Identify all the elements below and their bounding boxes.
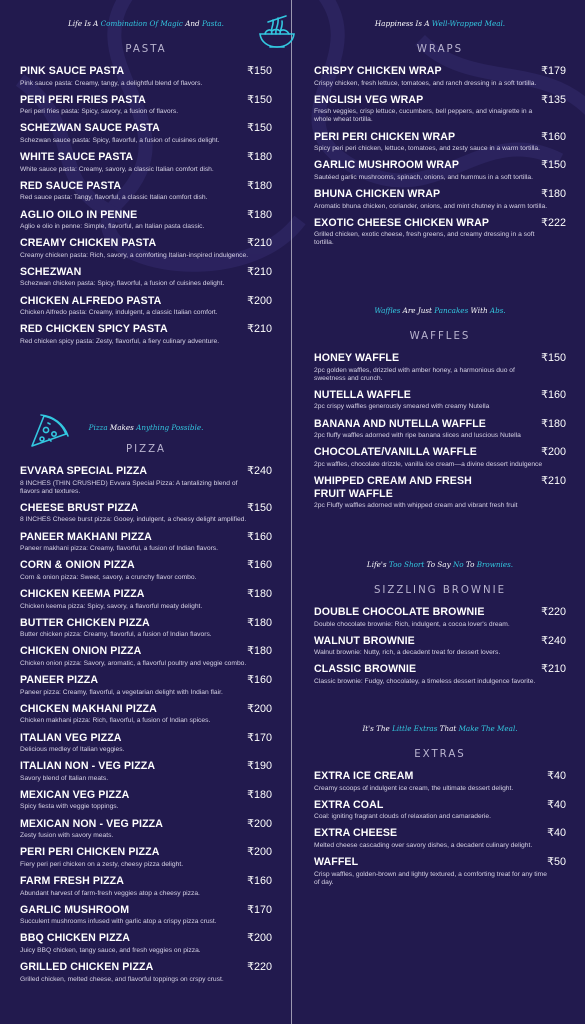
tagline-fragment: Makes: [107, 423, 137, 432]
wraps-tagline: [314, 19, 566, 31]
menu-item-name: CHICKEN ONION PIZZA: [20, 645, 142, 658]
menu-item: [314, 188, 566, 211]
menu-item-description: Double chocolate brownie: Rich, indulgent, a cocoa lover's dream.: [314, 620, 510, 628]
menu-item-price: ₹170: [247, 903, 272, 916]
menu-item-price: ₹180: [247, 588, 272, 601]
menu-item-price: ₹179: [541, 65, 566, 77]
tagline-fragment: Possible.: [171, 423, 204, 432]
menu-item-price: ₹160: [247, 559, 272, 572]
menu-item-description: Chicken makhani pizza: Rich, flavorful, a fusion of Indian spices.: [20, 717, 211, 725]
menu-item-description: Aglio e olio in penne: Simple, flavorful, an Italian pasta classic.: [20, 223, 205, 231]
menu-item-name: WALNUT BROWNIE: [314, 634, 415, 647]
menu-item-price: ₹190: [247, 760, 272, 773]
menu-item: [314, 131, 566, 154]
menu-item-price: ₹200: [541, 446, 566, 459]
menu-item: [20, 846, 272, 869]
menu-item: [20, 531, 272, 554]
left-column: [0, 0, 292, 1024]
tagline-fragment: No: [452, 560, 464, 569]
menu-item-name: CHICKEN ALFREDO PASTA: [20, 294, 162, 307]
menu-item-description: Paneer pizza: Creamy, flavorful, a vegetarian delight with Indian flair.: [20, 688, 223, 696]
menu-item-header: [20, 703, 272, 716]
menu-item-header: [314, 856, 566, 869]
menu-item-price: ₹150: [247, 93, 272, 106]
tagline-fragment: Combination Of Magic: [100, 19, 183, 28]
menu-item-description: 8 INCHES (THIN CRUSHED) Evvara Special Pizza: A tantalizing blend of flavors and textures.: [20, 479, 238, 495]
menu-item: [314, 827, 566, 850]
menu-item: [314, 635, 566, 658]
menu-item-name: EXTRA COAL: [314, 798, 384, 811]
menu-item-price: ₹210: [247, 237, 272, 250]
menu-item-name: CLASSIC BROWNIE: [314, 663, 417, 676]
menu-item-header: [20, 645, 272, 658]
menu-item-description: Peri peri fries pasta: Spicy, savory, a fusion of flavors.: [20, 108, 179, 116]
menu-item: [20, 323, 272, 346]
tagline-fragment: Happiness Is A: [374, 19, 432, 28]
menu-item-price: ₹180: [247, 616, 272, 629]
menu-item-name: EXOTIC CHEESE CHICKEN WRAP: [314, 216, 490, 229]
menu-item: [20, 465, 272, 496]
menu-item-header: [314, 770, 566, 783]
menu-item-header: [20, 180, 272, 193]
menu-item-header: [20, 875, 272, 888]
menu-item-price: ₹200: [247, 932, 272, 945]
menu-item-price: ₹210: [247, 323, 272, 336]
menu-item: [20, 94, 272, 117]
menu-item: [314, 65, 566, 88]
menu-item-description: Crisp waffles, golden-brown and lightly textured, a comforting treat for any time of day.: [314, 870, 547, 886]
menu-item-price: ₹180: [247, 179, 272, 192]
menu-item-price: ₹180: [247, 208, 272, 221]
brownie-tagline: [314, 560, 566, 572]
menu-item-description: Aromatic bhuna chicken, coriander, onions, and mint chutney in a warm tortilla.: [314, 202, 548, 210]
menu-item-description: Crispy chicken, fresh lettuce, tomatoes, and ranch dressing in a soft tortilla.: [314, 79, 537, 87]
menu-item-description: Red chicken spicy pasta: Zesty, flavorful, a fiery culinary adventure.: [20, 337, 220, 345]
menu-item: [20, 818, 272, 841]
menu-item-name: CHICKEN MAKHANI PIZZA: [20, 702, 157, 715]
menu-item-name: AGLIO OILO IN PENNE: [20, 208, 138, 221]
menu-item-description: Butter chicken pizza: Creamy, flavorful, a fusion of Indian flavors.: [20, 631, 212, 639]
menu-item-price: ₹220: [247, 961, 272, 974]
menu-item-name: NUTELLA WAFFLE: [314, 388, 411, 401]
tagline-fragment: Brownies.: [476, 560, 514, 569]
menu-item-description: Schezwan sauce pasta: Spicy, flavorful, a fusion of cuisines delight.: [20, 136, 220, 144]
menu-item-header: [314, 418, 566, 431]
menu-item: [314, 799, 566, 822]
menu-item-price: ₹160: [541, 130, 566, 143]
menu-item-name: EXTRA CHEESE: [314, 827, 398, 840]
menu-item-name: HONEY WAFFLE: [314, 352, 400, 364]
menu-item: [20, 588, 272, 611]
menu-item-header: [314, 131, 566, 144]
menu-item: [314, 475, 566, 510]
menu-item: [20, 559, 272, 582]
menu-item-price: ₹240: [541, 634, 566, 647]
menu-item-description: Sautéed garlic mushrooms, spinach, onions, and hummus in a soft tortilla.: [314, 173, 533, 181]
brownie-section-title: SIZZLING BROWNIE: [373, 585, 507, 596]
menu-item-description: Fiery peri peri chicken on a zesty, cheesy pizza delight.: [20, 860, 184, 868]
wraps-section: [314, 19, 566, 254]
menu-item-price: ₹160: [247, 674, 272, 687]
menu-item-description: Savory blend of Italian meats.: [20, 774, 109, 782]
tagline-fragment: And: [182, 19, 202, 28]
menu-item-name: BBQ CHICKEN PIZZA: [20, 932, 130, 945]
menu-item-price: ₹200: [247, 817, 272, 830]
waffles-tagline: [314, 306, 566, 318]
menu-item-price: ₹40: [547, 798, 566, 811]
menu-item-name: BHUNA CHICKEN WRAP: [314, 188, 441, 201]
menu-item-name: CORN & ONION PIZZA: [20, 559, 135, 572]
tagline-fragment: It's The: [362, 724, 393, 733]
menu-item-header: [314, 799, 566, 812]
menu-item-name: PINK SAUCE PASTA: [20, 65, 125, 77]
menu-item-description: Pink sauce pasta: Creamy, tangy, a delightful blend of flavors.: [20, 79, 203, 87]
pasta-bowl-icon: [256, 14, 298, 50]
tagline-fragment: Life Is A: [68, 19, 101, 28]
menu-item-name: ITALIAN VEG PIZZA: [20, 731, 122, 744]
menu-item-price: ₹40: [547, 770, 566, 782]
menu-item-price: ₹180: [247, 645, 272, 658]
menu-item-header: [20, 122, 272, 135]
menu-item-header: [314, 663, 566, 676]
tagline-fragment: Well-Wrapped Meal.: [431, 19, 506, 28]
menu-item-price: ₹210: [541, 475, 566, 488]
menu-item-description: Grilled chicken, exotic cheese, fresh greens, and creamy dressing in a soft tortilla.: [314, 231, 535, 247]
menu-item-header: [314, 389, 566, 402]
menu-item: [314, 446, 566, 469]
tagline-fragment: To Say: [424, 560, 453, 569]
menu-item: [20, 732, 272, 755]
menu-item-header: [314, 65, 566, 78]
menu-item-header: [20, 266, 272, 279]
menu-item-description: Red sauce pasta: Tangy, flavorful, a classic Italian comfort dish.: [20, 194, 208, 202]
menu-item-header: [20, 323, 272, 336]
menu-item-header: [314, 352, 566, 365]
menu-item: [20, 645, 272, 668]
menu-item-name: GARLIC MUSHROOM: [20, 903, 130, 916]
menu-item-header: [20, 588, 272, 601]
pasta-section: [20, 19, 272, 352]
menu-item: [20, 703, 272, 726]
menu-item-header: [20, 818, 272, 831]
menu-item-name: CHOCOLATE/VANILLA WAFFLE: [314, 446, 477, 459]
menu-item-name: ITALIAN NON - VEG PIZZA: [20, 760, 156, 773]
menu-item: [20, 65, 272, 88]
menu-item-name: SCHEZWAN SAUCE PASTA: [20, 122, 160, 135]
brownie-section: [314, 560, 566, 692]
menu-item: [314, 770, 566, 793]
menu-item-description: Grilled chicken, melted cheese, and flavorful toppings on crspy crust.: [20, 975, 224, 983]
menu-item-name: MEXICAN VEG PIZZA: [20, 788, 130, 801]
menu-item-price: ₹220: [541, 606, 566, 618]
menu-item-header: [314, 475, 566, 500]
menu-item-name: PERI PERI FRIES PASTA: [20, 93, 146, 106]
menu-item-name: EVVARA SPECIAL PIZZA: [20, 465, 148, 477]
menu-item: [314, 159, 566, 182]
menu-item: [20, 502, 272, 525]
menu-item-header: [20, 760, 272, 773]
menu-item-price: ₹160: [541, 388, 566, 401]
menu-item-header: [20, 732, 272, 745]
menu-item: [20, 266, 272, 289]
menu-item: [20, 237, 272, 260]
wraps-section-title: WRAPS: [416, 44, 464, 55]
menu-item-description: 2pc golden waffles, drizzled with amber honey, a harmonious duo of sweetness and crunch.: [314, 366, 515, 382]
menu-item-header: [314, 635, 566, 648]
menu-item-name: DOUBLE CHOCOLATE BROWNIE: [314, 606, 485, 618]
menu-item-description: 8 INCHES Cheese burst pizza: Gooey, indulgent, a cheesy delight amplified.: [20, 516, 247, 524]
menu-item-description: Melted cheese cascading over savory dishes, a decadent culinary delight.: [314, 841, 533, 849]
menu-item-header: [314, 94, 566, 107]
menu-item: [314, 418, 566, 441]
menu-item: [20, 617, 272, 640]
menu-item-header: [20, 961, 272, 974]
menu-item-name: EXTRA ICE CREAM: [314, 770, 414, 782]
tagline-fragment: Make The Meal.: [458, 724, 518, 733]
tagline-fragment: Life's: [366, 560, 389, 569]
menu-item-header: [20, 904, 272, 917]
menu-item-description: Classic brownie: Fudgy, chocolatey, a timeless dessert indulgence favorite.: [314, 677, 536, 685]
menu-item-description: Delicious medley of Italian veggies.: [20, 746, 125, 754]
menu-item-price: ₹160: [247, 875, 272, 888]
menu-item-name: CREAMY CHICKEN PASTA: [20, 237, 157, 250]
menu-item-header: [20, 932, 272, 945]
menu-item-description: Succulent mushrooms infused with garlic atop a crispy pizza crust.: [20, 918, 217, 926]
menu-item: [314, 856, 566, 887]
tagline-fragment: With: [468, 306, 490, 315]
menu-item-header: [20, 237, 272, 250]
waffles-section-title: WAFFLES: [409, 331, 471, 342]
menu-item-name: SCHEZWAN: [20, 265, 82, 278]
menu-item-price: ₹150: [247, 501, 272, 514]
menu-item-header: [20, 209, 272, 222]
menu-item-price: ₹210: [247, 265, 272, 278]
menu-item-price: ₹200: [247, 846, 272, 859]
menu-item-header: [314, 446, 566, 459]
menu-item-price: ₹50: [547, 856, 566, 869]
menu-item-price: ₹150: [247, 122, 272, 135]
menu-item-description: Creamy scoops of indulgent ice cream, the ultimate dessert delight.: [314, 784, 514, 792]
menu-item: [314, 606, 566, 629]
menu-item-header: [20, 674, 272, 687]
menu-item: [20, 209, 272, 232]
menu-item-description: 2pc waffles, chocolate drizzle, vanilla ice cream—a divine dessert indulgence: [314, 460, 543, 468]
menu-item-header: [314, 827, 566, 840]
menu-item: [20, 295, 272, 318]
menu-item-header: [20, 789, 272, 802]
menu-item-description: Paneer makhani pizza: Creamy, flavorful, a fusion of Indian flavors.: [20, 545, 218, 553]
menu-item-price: ₹40: [547, 827, 566, 840]
tagline-fragment: That: [437, 724, 459, 733]
menu-item-name: CHEESE BRUST PIZZA: [20, 501, 139, 514]
pizza-section: [20, 423, 272, 990]
menu-item-name: BANANA AND NUTELLA WAFFLE: [314, 417, 486, 430]
menu-item-header: [20, 531, 272, 544]
menu-item-name: RED SAUCE PASTA: [20, 179, 122, 192]
tagline-fragment: Too Short: [388, 560, 425, 569]
tagline-fragment: Are Just: [400, 306, 435, 315]
menu-item: [314, 663, 566, 686]
menu-item-header: [20, 846, 272, 859]
menu-item-price: ₹150: [541, 352, 566, 364]
menu-item-description: Fresh veggies, crisp lettuce, cucumbers, bell peppers, and vinaigrette in a whole wheat tortilla.: [314, 108, 533, 124]
menu-item-price: ₹160: [247, 530, 272, 543]
menu-item-price: ₹150: [247, 65, 272, 77]
menu-item-price: ₹200: [247, 702, 272, 715]
tagline-fragment: Pizza: [88, 423, 108, 432]
menu-item: [314, 217, 566, 248]
menu-item-header: [20, 465, 272, 478]
menu-item-description: Chicken onion pizza: Savory, aromatic, a flavorful poultry and veggie combo.: [20, 659, 247, 667]
extras-section: [314, 724, 566, 893]
menu-item-header: [20, 617, 272, 630]
menu-item: [20, 789, 272, 812]
menu-item: [20, 151, 272, 174]
menu-item: [20, 904, 272, 927]
right-column: [292, 0, 585, 1024]
menu-item-description: Creamy chicken pasta: Rich, savory, a comforting Italian-inspired indulgence.: [20, 251, 249, 259]
menu-item-name: WHIPPED CREAM AND FRESH FRUIT WAFFLE: [314, 475, 472, 500]
menu-item-description: 2pc crispy waffles generously smeared with creamy Nutella: [314, 403, 490, 411]
menu-item-price: ₹200: [247, 294, 272, 307]
menu-item-price: ₹180: [541, 188, 566, 201]
menu-item-name: RED CHICKEN SPICY PASTA: [20, 323, 168, 336]
menu-item-description: Coal: igniting fragrant clouds of relaxation and camaraderie.: [314, 813, 491, 821]
menu-item-name: WHITE SAUCE PASTA: [20, 151, 134, 164]
menu-item-description: Spicy peri peri chicken, lettuce, tomatoes, and zesty sauce in a warm tortilla.: [314, 145, 540, 153]
menu-item-description: Abundant harvest of farm-fresh veggies atop a cheesy pizza.: [20, 889, 200, 897]
menu-item-price: ₹240: [247, 465, 272, 477]
menu-item-name: PANEER MAKHANI PIZZA: [20, 530, 152, 543]
tagline-fragment: Pasta.: [201, 19, 224, 28]
menu-item-header: [314, 188, 566, 201]
menu-item-name: PERI PERI CHICKEN PIZZA: [20, 846, 160, 859]
menu-item-name: MEXICAN NON - VEG PIZZA: [20, 817, 163, 830]
tagline-fragment: Pancakes: [434, 306, 469, 315]
menu-item-price: ₹222: [541, 216, 566, 229]
menu-item-header: [20, 502, 272, 515]
menu-item-name: BUTTER CHICKEN PIZZA: [20, 616, 150, 629]
menu-item-description: Chicken Alfredo pasta: Creamy, indulgent, a classic Italian comfort.: [20, 309, 218, 317]
menu-item-price: ₹180: [247, 151, 272, 164]
tagline-fragment: Little Extras: [392, 724, 438, 733]
menu-item-description: 2pc fluffy waffles adorned with ripe banana slices and luscious Nutella: [314, 432, 521, 440]
menu-item: [20, 760, 272, 783]
menu-item-name: PANEER PIZZA: [20, 674, 99, 687]
extras-tagline: [314, 724, 566, 736]
tagline-fragment: Waffles: [374, 306, 401, 315]
menu-item-description: White sauce pasta: Creamy, savory, a classic Italian comfort dish.: [20, 165, 214, 173]
tagline-fragment: Anything: [136, 423, 170, 432]
menu-item-price: ₹180: [247, 788, 272, 801]
menu-item: [314, 94, 566, 125]
menu-item-price: ₹210: [541, 663, 566, 676]
extras-section-title: EXTRAS: [414, 749, 466, 760]
menu-item: [20, 674, 272, 697]
menu-item-header: [20, 295, 272, 308]
menu-item-description: Corn & onion pizza: Sweet, savory, a crunchy flavor combo.: [20, 573, 197, 581]
menu-item-price: ₹180: [541, 417, 566, 430]
menu-item-price: ₹150: [541, 159, 566, 172]
tagline-fragment: Abs.: [489, 306, 506, 315]
menu-item-header: [314, 606, 566, 619]
menu-item-name: FARM FRESH PIZZA: [20, 875, 125, 888]
menu-item-header: [20, 65, 272, 78]
menu-item-description: Chicken keema pizza: Spicy, savory, a flavorful meaty delight.: [20, 602, 203, 610]
menu-item-name: PERI PERI CHICKEN WRAP: [314, 130, 456, 143]
menu-item-header: [20, 151, 272, 164]
menu-item-description: Juicy BBQ chicken, tangy sauce, and fresh veggies on pizza.: [20, 946, 201, 954]
pizza-slice-icon: [28, 410, 70, 450]
menu-item-header: [20, 559, 272, 572]
menu-item: [314, 389, 566, 412]
menu-item-name: ENGLISH VEG WRAP: [314, 93, 424, 106]
pasta-tagline: [20, 19, 272, 31]
menu-item-description: Spicy fiesta with veggie toppings.: [20, 803, 119, 811]
menu-item: [20, 875, 272, 898]
waffles-section: [314, 306, 566, 516]
menu-item-header: [20, 94, 272, 107]
menu-item-description: 2pc Fluffy waffles adorned with whipped cream and vibrant fresh fruit: [314, 502, 518, 510]
menu-item-description: Zesty fusion with savory meats.: [20, 832, 114, 840]
menu-item-header: [314, 217, 566, 230]
menu-item-header: [314, 159, 566, 172]
menu-item-price: ₹170: [247, 731, 272, 744]
menu-item-name: CRISPY CHICKEN WRAP: [314, 65, 442, 77]
pasta-section-title: PASTA: [125, 44, 167, 55]
menu-item-description: Schezwan chicken pasta: Spicy, flavorful, a fusion of cuisines delight.: [20, 280, 225, 288]
menu-item: [20, 961, 272, 984]
menu-item: [20, 932, 272, 955]
menu-item-price: ₹135: [541, 93, 566, 106]
menu-item: [20, 180, 272, 203]
menu-item-name: GRILLED CHICKEN PIZZA: [20, 961, 154, 974]
menu-item-name: CHICKEN KEEMA PIZZA: [20, 588, 145, 601]
tagline-fragment: To: [463, 560, 477, 569]
menu-item: [314, 352, 566, 383]
menu-item-description: Walnut brownie: Nutty, rich, a decadent treat for dessert lovers.: [314, 649, 501, 657]
pizza-section-title: PIZZA: [125, 444, 167, 455]
menu-item: [20, 122, 272, 145]
menu-item-name: GARLIC MUSHROOM WRAP: [314, 159, 460, 172]
menu-item-name: WAFFEL: [314, 856, 359, 869]
